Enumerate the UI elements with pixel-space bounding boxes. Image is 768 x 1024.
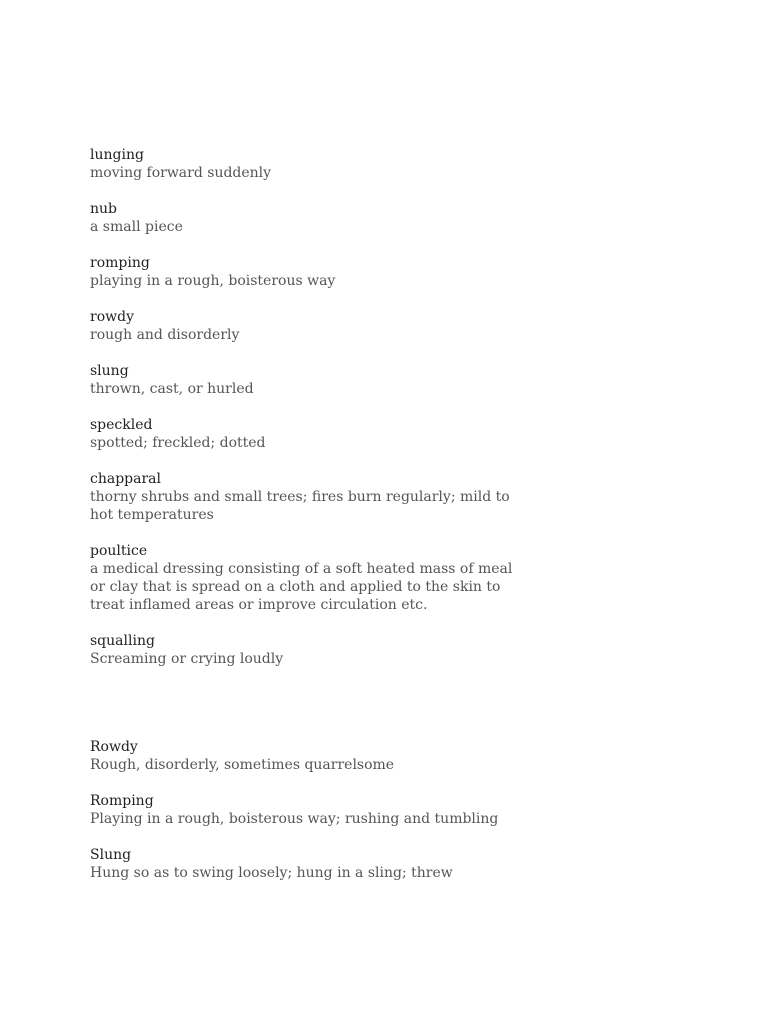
vocab-term: nub	[90, 201, 117, 217]
vocab-definition: Rough, disorderly, sometimes quarrelsome	[90, 757, 395, 773]
vocab-definition: a small piece	[90, 219, 183, 235]
vocabulary-section-2	[90, 738, 530, 882]
vocab-definition: thorny shrubs and small trees; fires burn regularly; mild to hot temperatures	[90, 489, 510, 523]
vocab-definition: thrown, cast, or hurled	[90, 381, 254, 397]
vocab-term: speckled	[90, 417, 153, 433]
vocab-term: Slung	[90, 847, 132, 863]
vocab-term: rowdy	[90, 309, 134, 325]
vocab-entry	[90, 146, 530, 182]
vocab-definition: playing in a rough, boisterous way	[90, 273, 336, 289]
vocabulary-section-1	[90, 146, 530, 668]
vocab-definition: Hung so as to swing loosely; hung in a sling; threw	[90, 865, 453, 881]
vocab-term: Romping	[90, 793, 154, 809]
vocab-entry	[90, 362, 530, 398]
vocab-definition: a medical dressing consisting of a soft heated mass of meal or clay that is spread on a cloth and applied to the skin to treat inflamed areas or improve circulation etc.	[90, 561, 513, 613]
vocab-entry	[90, 846, 530, 882]
vocab-entry	[90, 308, 530, 344]
vocab-entry	[90, 632, 530, 668]
vocab-entry	[90, 738, 530, 774]
vocab-term: lunging	[90, 147, 144, 163]
vocab-entry	[90, 542, 530, 614]
vocab-term: poultice	[90, 543, 148, 559]
vocab-definition: moving forward suddenly	[90, 165, 272, 181]
vocab-term: Rowdy	[90, 739, 138, 755]
vocab-definition: Playing in a rough, boisterous way; rushing and tumbling	[90, 811, 499, 827]
vocab-term: romping	[90, 255, 150, 271]
vocab-entry	[90, 254, 530, 290]
vocab-entry	[90, 200, 530, 236]
vocab-entry	[90, 792, 530, 828]
vocab-term: slung	[90, 363, 129, 379]
vocabulary-document	[90, 146, 530, 900]
vocab-term: squalling	[90, 633, 155, 649]
vocab-definition: Screaming or crying loudly	[90, 651, 284, 667]
vocab-entry	[90, 470, 530, 524]
vocab-definition: spotted; freckled; dotted	[90, 435, 266, 451]
vocab-entry	[90, 416, 530, 452]
vocab-term: chapparal	[90, 471, 161, 487]
section-spacer	[90, 686, 530, 738]
vocab-definition: rough and disorderly	[90, 327, 240, 343]
